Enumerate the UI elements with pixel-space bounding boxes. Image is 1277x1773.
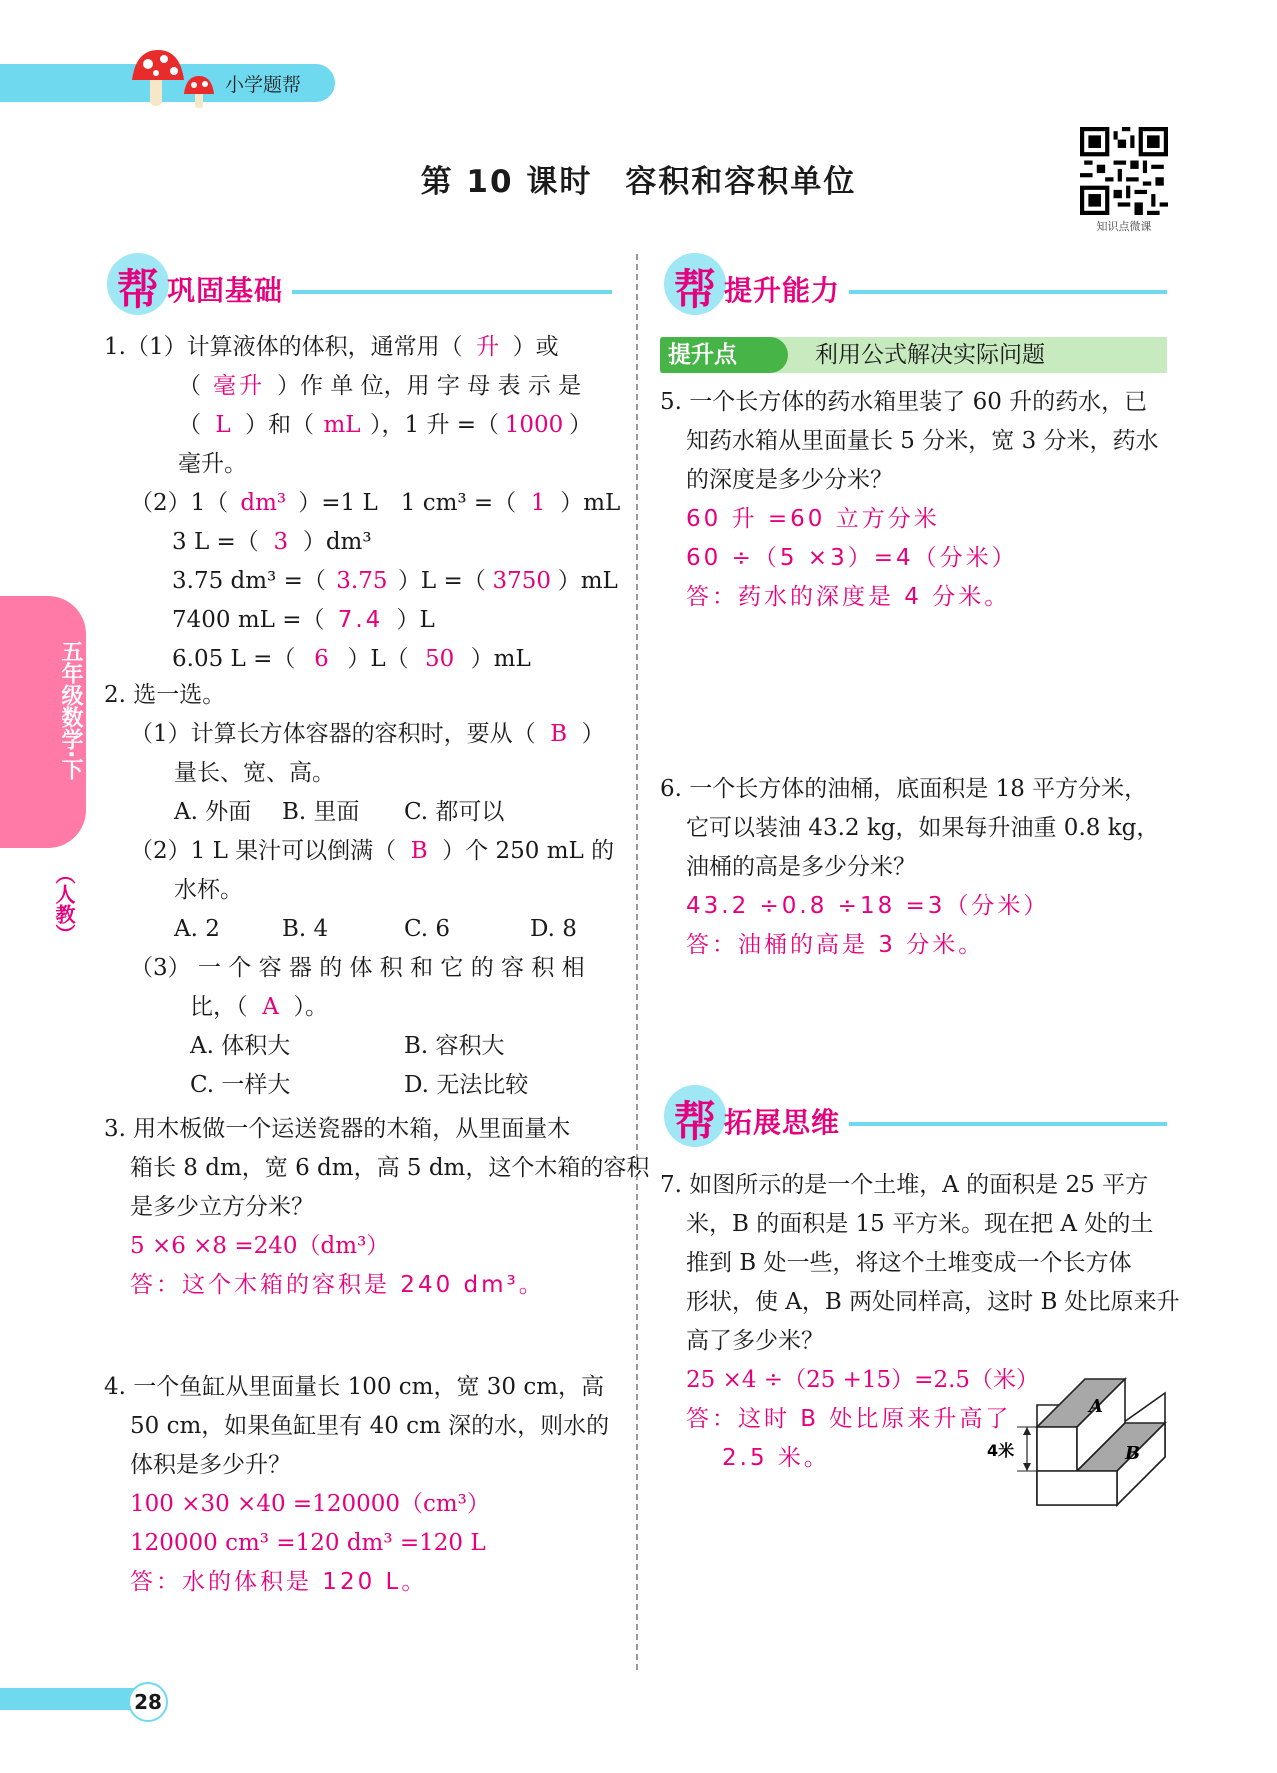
q3-line: 3. 用木板做一个运送瓷器的木箱，从里面量木 [104,1116,571,1142]
option: C. 一样大 [190,1072,291,1098]
q2-s1-options [104,793,614,832]
edition-label: （人教） [52,864,76,944]
answer-text: 3750 [492,568,551,594]
q1-line-7 [104,562,618,601]
q1-line-6 [104,523,614,562]
q2-s3-options [104,1027,614,1066]
q7-line: 形状，使 A，B 两处同样高，这时 B 处比原来升 [686,1289,1180,1315]
q4-answer: 答：水的体积是 120 L。 [130,1569,428,1595]
option: A. 体积大 [190,1033,291,1059]
q2-text: ）。 [293,994,328,1020]
q1-text: ）mL [557,568,618,594]
q2-text: 比，（ [190,994,248,1020]
q7-answer: 2.5 米。 [722,1445,830,1471]
qr-code-icon[interactable] [1080,127,1168,215]
answer-text: 升 [476,334,500,360]
answer-text: 50 [425,646,455,672]
q1-text: （2）1（ [130,490,229,516]
earth-mound-figure [985,1365,1170,1520]
q2-text: （1）计算长方体容器的容积时，要从（ [130,721,536,747]
answer-text: 7.4 [337,607,384,633]
q6-line: 它可以装油 43.2 kg，如果每升油重 0.8 kg， [686,815,1160,841]
arrow-icon [756,342,786,368]
section-title: 巩固基础 [167,274,284,307]
q3-answer: 答：这个木箱的容积是 240 dm³。 [130,1272,545,1298]
question-2 [104,676,614,1105]
answer-text: B [410,838,428,864]
option: A. 2 [174,916,220,942]
q2-text: （2）1 L 果汁可以倒满（ [130,838,397,864]
answer-text: 1 [530,490,546,516]
q1-line-8 [104,601,614,640]
question-5 [660,383,1170,617]
q2-head: 2. 选一选。 [104,682,226,708]
option: A. 外面 [174,799,252,825]
q1-text: ）作 单 位，用 字 母 表 示 是 [277,373,582,399]
q6-line: 油桶的高是多少分米？ [686,854,916,880]
q7-answer: 答：这时 B 处比原来升高了 [686,1406,1012,1432]
q1-line-5 [104,484,621,523]
grade-label: 五年级数学·下 [58,640,83,781]
q1-text: ）mL [470,646,531,672]
column-divider [636,254,638,1670]
q2-s1-line: 量长、宽、高。 [174,760,335,786]
q5-answer: 答：药水的深度是 4 分米。 [686,584,1011,610]
q5-line: 知药水箱从里面量长 5 分米，宽 3 分米，药水 [686,428,1159,454]
q2-text: ）个 250 mL 的 [442,838,615,864]
answer-text: 3.75 [336,568,388,594]
answer-text: A [262,994,279,1020]
tisheng-text: 利用公式解决实际问题 [815,342,1045,368]
brand-name: 小学题帮 [225,74,302,96]
figure-label-a: A [1089,1396,1103,1417]
q2-s1-line [104,715,614,754]
q2-s3-line: （3） 一 个 容 器 的 体 积 和 它 的 容 积 相 [130,955,585,981]
section-rule [292,290,612,294]
q1-text: 3 L =（ [172,529,259,555]
q7-line: 米，B 的面积是 15 平方米。现在把 A 处的土 [686,1211,1154,1237]
section-improve-header [664,253,1167,313]
answer-text: 3 [273,529,289,555]
option: B. 4 [282,916,329,942]
section-rule [849,290,1167,294]
q1-text: ）=1 L 1 cm³ =（ [298,490,517,516]
q5-answer: 60 升 =60 立方分米 [686,506,940,532]
section-rule [849,1122,1167,1126]
question-6 [660,770,1170,965]
option: B. 里面 [282,799,360,825]
section-big-char: 帮 [674,265,717,314]
q1-text: ）dm³ [302,529,372,555]
q7-line: 推到 B 处一些，将这个土堆变成一个长方体 [686,1250,1132,1276]
q1-text: ），1 升 =（ [370,412,500,438]
q1-text: ）mL [560,490,621,516]
q6-line: 6. 一个长方体的油桶，底面积是 18 平方分米， [660,776,1148,802]
option: C. 6 [404,916,451,942]
mushroom-logo-icon [128,46,220,114]
q3-line: 是多少立方分米？ [130,1194,314,1220]
q7-answer: 25 ×4 ÷（25 +15）=2.5（米） [686,1367,1040,1393]
answer-text: L [215,412,231,438]
tisheng-tag: 提升点 [660,337,788,373]
q1-line-2 [104,367,614,406]
figure-label-b: B [1125,1443,1141,1464]
answer-text: mL [323,412,361,438]
q7-line: 7. 如图所示的是一个土堆，A 的面积是 25 平方 [660,1172,1149,1198]
answer-text: 6 [314,646,329,672]
q5-answer: 60 ÷（5 ×3）=4（分米） [686,545,1018,571]
section-big-char: 帮 [117,265,160,314]
section-big-char: 帮 [674,1097,717,1146]
answer-text: 毫升 [213,373,265,399]
q2-s3-options [104,1066,614,1105]
q1-text: 1.（1）计算液体的体积，通常用（ [104,334,463,360]
q1-text: ）和（ [245,412,314,438]
option: D. 8 [530,916,577,942]
q2-s2-line: 水杯。 [174,877,243,903]
q1-text: （ [178,412,201,438]
page-title: 第 10 课时 容积和容积单位 [420,164,857,200]
q6-answer: 43.2 ÷0.8 ÷18 =3（分米） [686,893,1050,919]
q5-line: 5. 一个长方体的药水箱里装了 60 升的药水，已 [660,389,1148,415]
q4-line: 4. 一个鱼缸从里面量长 100 cm，宽 30 cm，高 [104,1374,605,1400]
q4-answer: 100 ×30 ×40 =120000（cm³） [130,1491,490,1517]
q2-s2-options [104,910,614,949]
q2-s2-line [104,832,614,871]
question-4 [104,1368,614,1602]
q2-s3-line [104,988,614,1027]
question-1 [104,328,621,679]
q1-text: ） [569,412,593,438]
question-3 [104,1110,650,1305]
figure-height-label: 4米 [987,1441,1015,1460]
q1-text: 6.05 L =（ [172,646,296,672]
q4-line: 体积是多少升？ [130,1452,291,1478]
q1-text: 7400 mL =（ [172,607,325,633]
q6-answer: 答：油桶的高是 3 分米。 [686,932,985,958]
q1-line-4: 毫升。 [178,451,247,477]
q3-line: 箱长 8 dm，宽 6 dm，高 5 dm，这个木箱的容积 [130,1155,650,1181]
qr-caption: 知识点微课 [1096,220,1152,233]
section-basic-header [107,253,612,313]
option: C. 都可以 [404,799,505,825]
q1-line-9 [104,640,614,679]
section-title: 拓展思维 [724,1106,841,1139]
section-title: 提升能力 [724,274,841,307]
q2-text: ） [581,721,605,747]
q4-answer: 120000 cm³ =120 dm³ =120 L [130,1530,486,1556]
q1-text: 3.75 dm³ =（ [172,568,326,594]
section-extend-header [664,1085,1167,1145]
q1-text: ）L [396,607,435,633]
answer-text: 1000 [504,412,564,438]
q1-line-1 [104,328,614,367]
q1-text: （ [178,373,201,399]
q1-text: ）或 [512,334,559,360]
answer-text: B [550,721,568,747]
q4-line: 50 cm，如果鱼缸里有 40 cm 深的水，则水的 [130,1413,610,1439]
q7-line: 高了多少米？ [686,1328,824,1354]
option: D. 无法比较 [404,1072,529,1098]
option: B. 容积大 [404,1033,505,1059]
q3-answer: 5 ×6 ×8 =240（dm³） [130,1233,390,1259]
q5-line: 的深度是多少分米？ [686,467,893,493]
answer-text: dm³ [240,490,287,516]
page-number: 28 [128,1682,168,1722]
q1-line-3 [104,406,614,445]
q1-text: ）L（ [347,646,409,672]
q1-text: ）L =（ [397,568,486,594]
